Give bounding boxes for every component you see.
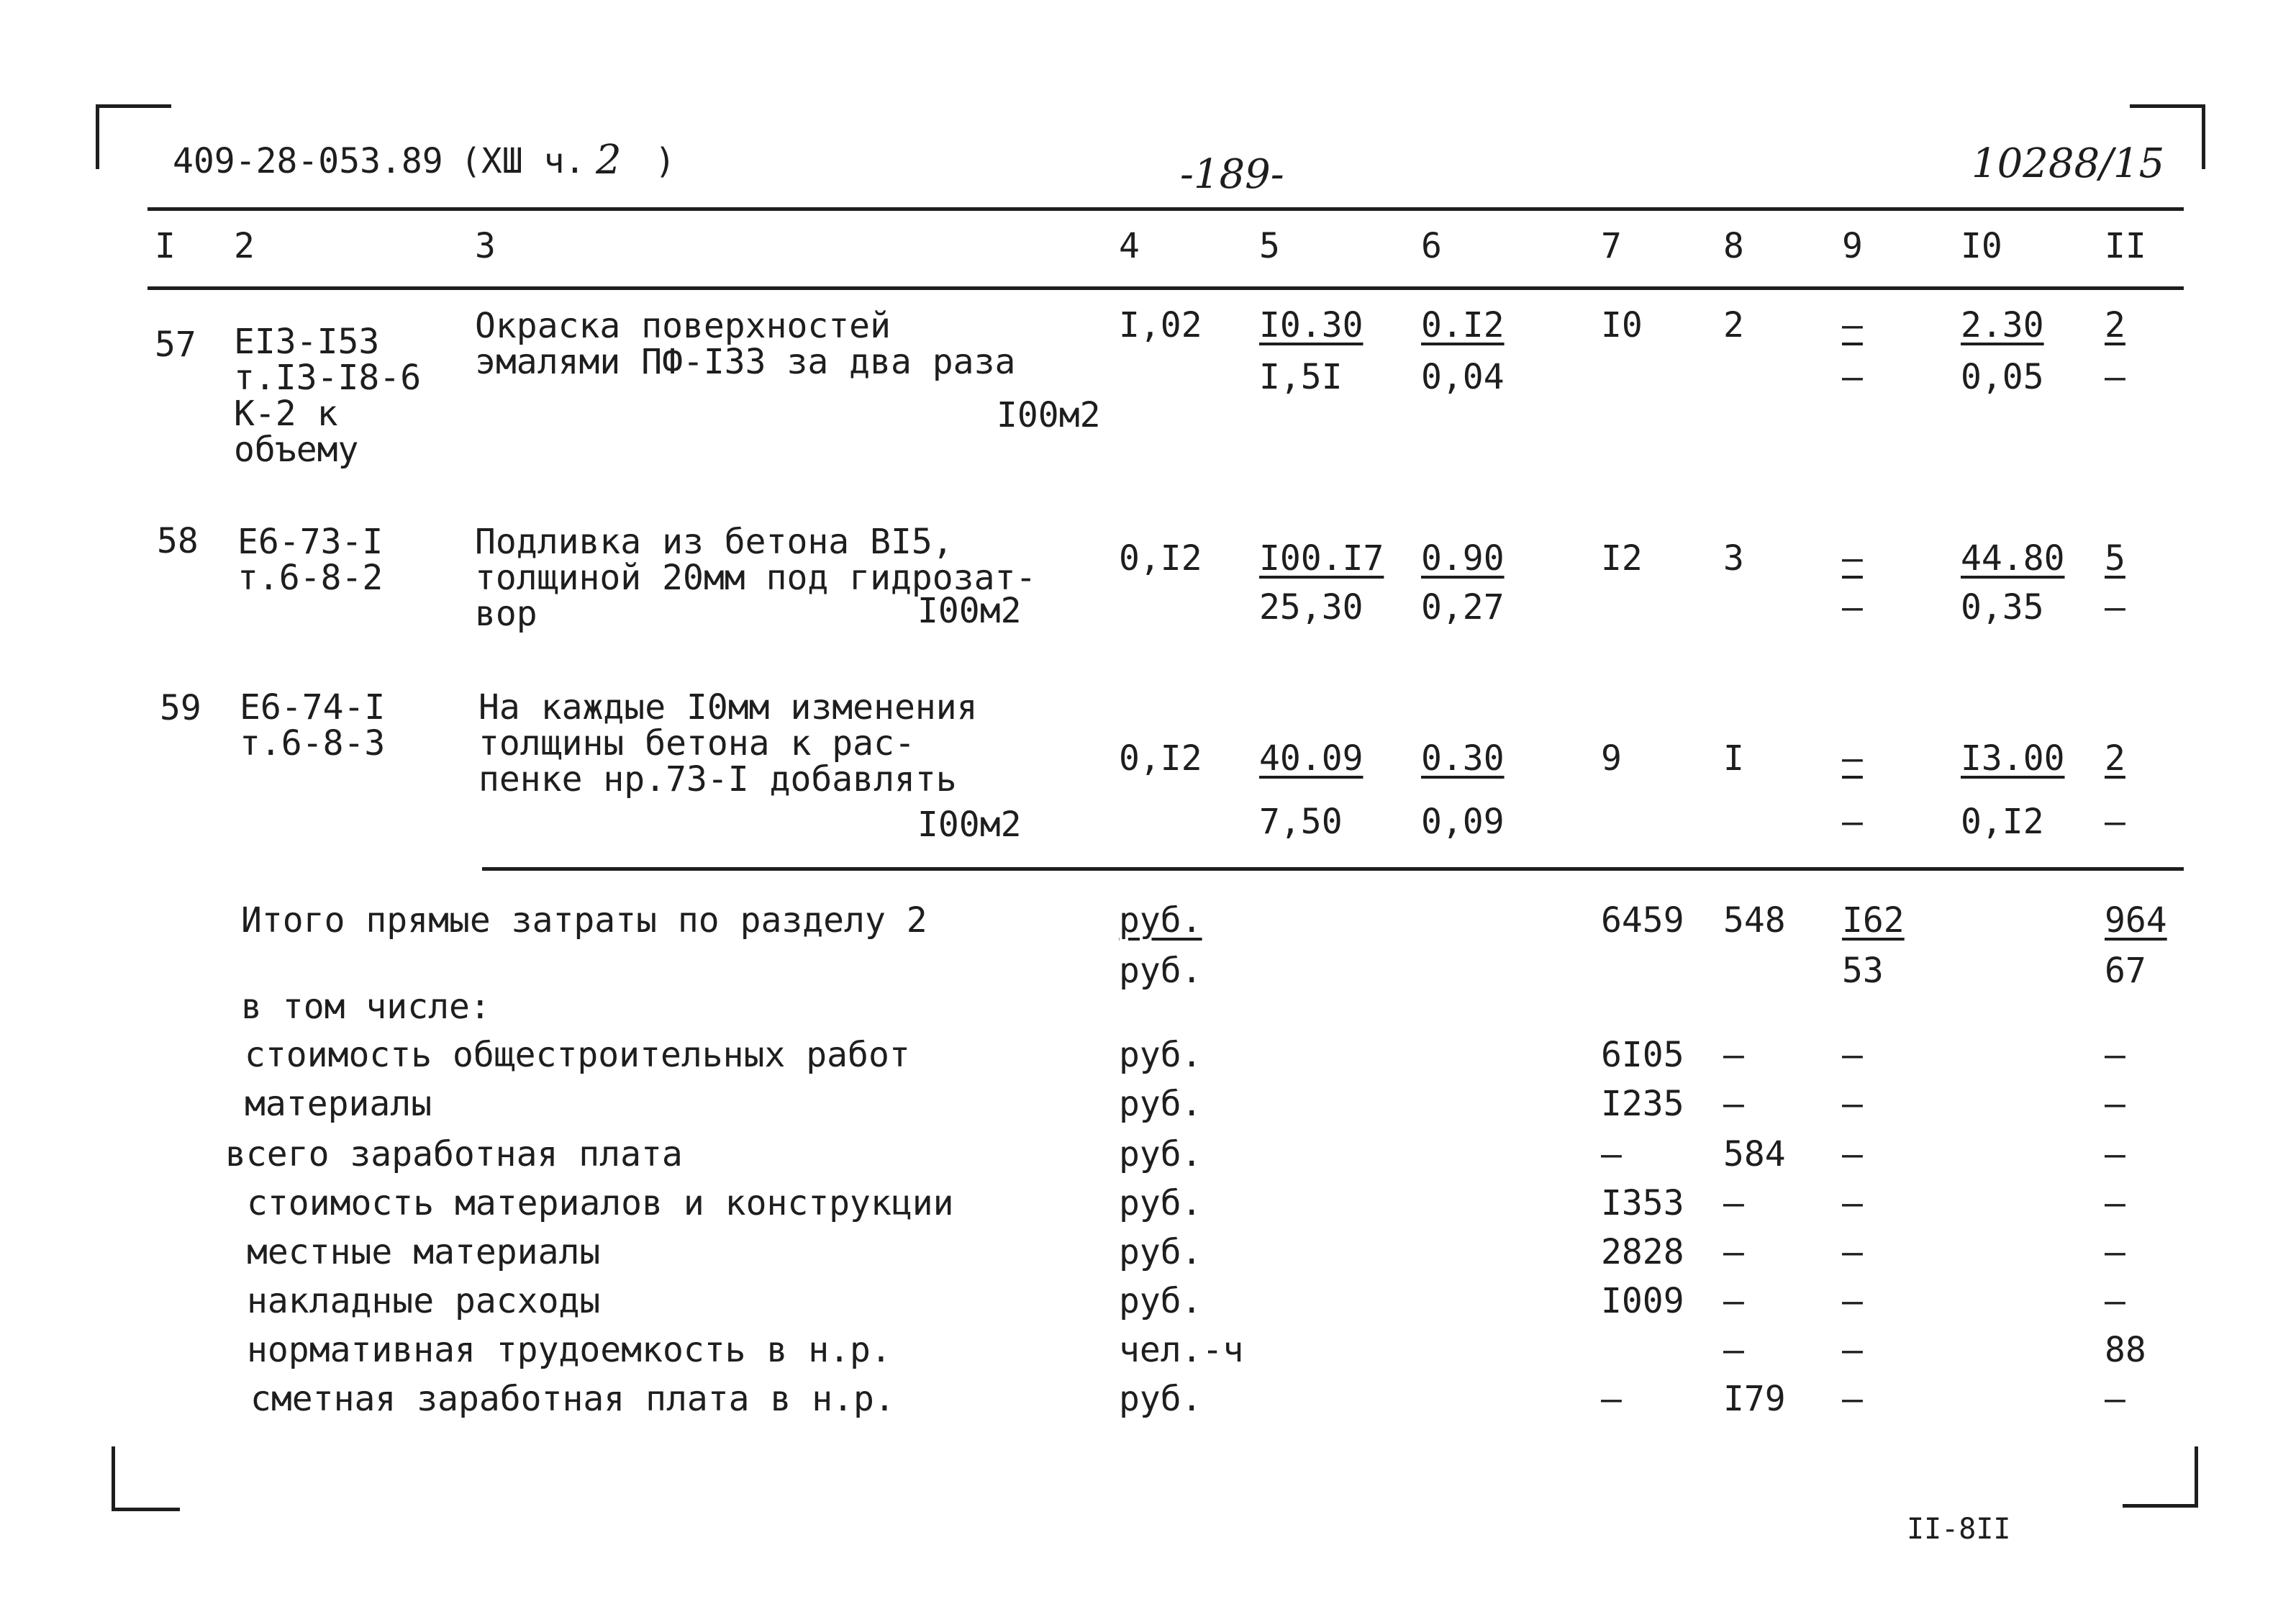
breakdown-label: накладные расходы	[247, 1281, 601, 1321]
breakdown-col7: I009	[1601, 1281, 1684, 1321]
breakdown-col9: –	[1842, 1134, 1863, 1174]
totals-col8: 548	[1723, 900, 1786, 941]
col11-top: 2	[2105, 305, 2125, 345]
col9-top: –	[1842, 305, 1863, 345]
breakdown-label: нормативная трудоемкость в н.р.	[247, 1330, 891, 1370]
breakdown-col9: –	[1842, 1084, 1863, 1124]
breakdown-label: всего заработная плата	[225, 1134, 683, 1174]
col9-bottom: –	[1842, 587, 1863, 628]
totals-rule	[482, 867, 2184, 871]
col6-top: 0.90	[1421, 538, 1505, 579]
breakdown-col8: –	[1723, 1281, 1744, 1321]
row-number: 57	[155, 325, 196, 365]
doc-part-number: 2	[596, 137, 622, 184]
col9-top: –	[1842, 538, 1863, 579]
breakdown-label: стоимость общестроительных работ	[245, 1035, 910, 1075]
footer-stamp: II-8II	[1907, 1513, 2011, 1546]
breakdown-unit: руб.	[1119, 1232, 1202, 1272]
totals-unit: руб.	[1119, 900, 1202, 941]
col-header-6: 6	[1421, 226, 1442, 266]
col-header-2: 2	[234, 226, 255, 266]
doc-code: 409-28-053.89	[173, 141, 443, 181]
col6-bottom: 0,09	[1421, 802, 1505, 842]
col5-bottom: 25,30	[1259, 587, 1363, 628]
doc-part-close: )	[655, 141, 676, 181]
col7-value: I0	[1601, 305, 1643, 345]
col-header-10: I0	[1961, 226, 2002, 266]
col4-value: 0,I2	[1119, 738, 1202, 779]
breakdown-col11: 88	[2105, 1330, 2146, 1370]
breakdown-col9: –	[1842, 1379, 1863, 1419]
breakdown-label: сметная заработная плата в н.р.	[250, 1379, 895, 1419]
breakdown-col8: 584	[1723, 1134, 1786, 1174]
totals-col11-top: 964	[2105, 900, 2167, 941]
column-header-rule	[148, 286, 2184, 290]
col6-top: 0.30	[1421, 738, 1505, 779]
breakdown-unit: руб.	[1119, 1379, 1202, 1419]
col6-bottom: 0,04	[1421, 357, 1505, 397]
breakdown-col11: –	[2105, 1379, 2125, 1419]
unit-of-measure: I00м2	[917, 591, 1022, 631]
breakdown-col8: –	[1723, 1035, 1744, 1075]
breakdown-label: местные материалы	[247, 1232, 601, 1272]
breakdown-col11: –	[2105, 1084, 2125, 1124]
col8-value: 2	[1723, 305, 1744, 345]
breakdown-col11: –	[2105, 1035, 2125, 1075]
header-rule	[148, 207, 2184, 211]
col-header-5: 5	[1259, 226, 1280, 266]
col9-bottom: –	[1842, 357, 1863, 397]
breakdown-col8: –	[1723, 1084, 1744, 1124]
col5-top: I0.30	[1259, 305, 1363, 345]
breakdown-col8: –	[1723, 1232, 1744, 1272]
col10-top: 2.30	[1961, 305, 2044, 345]
col8-value: 3	[1723, 538, 1744, 579]
breakdown-unit: руб.	[1119, 1035, 1202, 1075]
col5-bottom: 7,50	[1259, 802, 1343, 842]
col5-top: 40.09	[1259, 738, 1363, 779]
corner-top-left	[96, 104, 171, 169]
breakdown-unit: руб.	[1119, 1183, 1202, 1223]
col-header-1: I	[155, 226, 176, 266]
breakdown-col7: –	[1601, 1134, 1622, 1174]
col10-top: I3.00	[1961, 738, 2065, 779]
totals-col9-top: I62	[1842, 900, 1905, 941]
col11-top: 2	[2105, 738, 2125, 779]
unit-of-measure: I00м2	[917, 805, 1022, 845]
col-header-7: 7	[1601, 226, 1622, 266]
totals-title: Итого прямые затраты по разделу 2	[241, 900, 927, 941]
col-header-4: 4	[1119, 226, 1140, 266]
breakdown-col9: –	[1842, 1330, 1863, 1370]
unit-of-measure: I00м2	[997, 395, 1101, 435]
totals-unit-second: руб.	[1119, 951, 1202, 991]
breakdown-col8: I79	[1723, 1379, 1786, 1419]
totals-col9-bottom: 53	[1842, 951, 1884, 991]
work-description: Подливка из бетона BI5, толщиной 20мм под гидрозат- вор	[475, 522, 1037, 634]
breakdown-col11: –	[2105, 1134, 2125, 1174]
breakdown-col7: I235	[1601, 1084, 1684, 1124]
doc-part-open: (XШ ч.	[460, 141, 586, 181]
breakdown-col7: I353	[1601, 1183, 1684, 1223]
including-label: в том числе:	[241, 987, 491, 1027]
col-header-8: 8	[1723, 226, 1744, 266]
col9-bottom: –	[1842, 802, 1863, 842]
col10-bottom: 0,35	[1961, 587, 2044, 628]
col9-top: –	[1842, 738, 1863, 779]
col6-bottom: 0,27	[1421, 587, 1505, 628]
breakdown-unit: руб.	[1119, 1134, 1202, 1174]
breakdown-col11: –	[2105, 1281, 2125, 1321]
col10-bottom: 0,05	[1961, 357, 2044, 397]
col11-bottom: –	[2105, 587, 2125, 628]
inventory-number: 10288/15	[1971, 140, 2165, 187]
breakdown-col9: –	[1842, 1035, 1863, 1075]
rate-code: EI3-I53 т.I3-I8-6 К-2 к объему	[234, 322, 422, 470]
breakdown-unit: руб.	[1119, 1084, 1202, 1124]
breakdown-label: материалы	[245, 1084, 432, 1124]
col5-bottom: I,5I	[1259, 357, 1343, 397]
col7-value: I2	[1601, 538, 1643, 579]
col10-bottom: 0,I2	[1961, 802, 2044, 842]
col4-value: I,02	[1119, 305, 1202, 345]
col8-value: I	[1723, 738, 1744, 779]
col10-top: 44.80	[1961, 538, 2065, 579]
col-header-9: 9	[1842, 226, 1863, 266]
breakdown-col9: –	[1842, 1232, 1863, 1272]
breakdown-col8: –	[1723, 1330, 1744, 1370]
row-number: 58	[157, 521, 199, 561]
col-header-3: 3	[475, 226, 496, 266]
col5-top: I00.I7	[1259, 538, 1384, 579]
breakdown-unit: руб.	[1119, 1281, 1202, 1321]
totals-col7: 6459	[1601, 900, 1684, 941]
col11-bottom: –	[2105, 802, 2125, 842]
breakdown-col9: –	[1842, 1183, 1863, 1223]
page-number: -189-	[1180, 151, 1284, 198]
work-description: Окраска поверхностей эмалями ПФ-I33 за два раза	[475, 306, 1016, 382]
work-description: На каждые I0мм изменения толщины бетона к рас- пенке нр.73-I добавлять	[478, 687, 978, 800]
col11-bottom: –	[2105, 357, 2125, 397]
col4-value: 0,I2	[1119, 538, 1202, 579]
breakdown-col8: –	[1723, 1183, 1744, 1223]
breakdown-col11: –	[2105, 1183, 2125, 1223]
rate-code: E6-73-I т.6-8-2	[237, 522, 384, 598]
breakdown-col11: –	[2105, 1232, 2125, 1272]
breakdown-unit: чел.-ч	[1119, 1330, 1244, 1370]
rate-code: E6-74-I т.6-8-3	[240, 687, 386, 764]
corner-bottom-right	[2123, 1446, 2198, 1508]
row-number: 59	[160, 688, 201, 728]
col-header-11: II	[2105, 226, 2146, 266]
breakdown-col9: –	[1842, 1281, 1863, 1321]
breakdown-col7: 2828	[1601, 1232, 1684, 1272]
corner-bottom-left	[112, 1446, 180, 1511]
breakdown-col7: –	[1601, 1379, 1622, 1419]
totals-col11-bottom: 67	[2105, 951, 2146, 991]
col6-top: 0.I2	[1421, 305, 1505, 345]
col11-top: 5	[2105, 538, 2125, 579]
col7-value: 9	[1601, 738, 1622, 779]
breakdown-col7: 6I05	[1601, 1035, 1684, 1075]
breakdown-label: стоимость материалов и конструкции	[247, 1183, 954, 1223]
